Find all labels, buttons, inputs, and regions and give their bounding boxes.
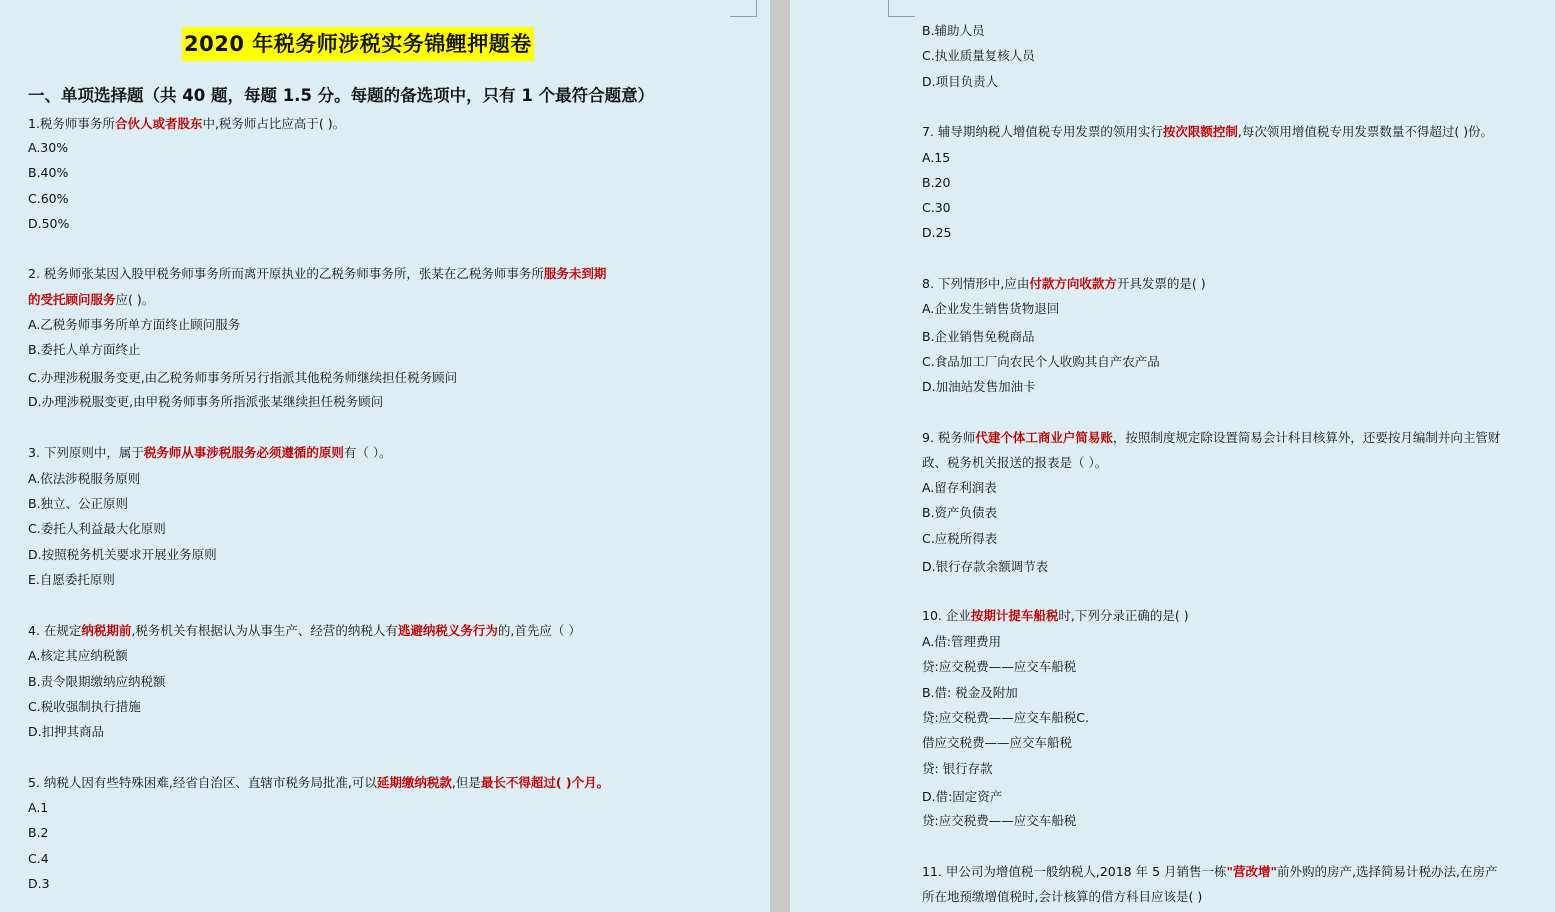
option: D.扣押其商品 — [28, 724, 105, 739]
question-8: 8. 下列情形中,应由付款方向收款方开具发票的是( ) — [922, 276, 1206, 291]
option: A.30% — [28, 140, 69, 155]
question-5: 5. 纳税人因有些特殊困难,经省自治区、直辖市税务局批准,可以延期缴纳税款,但是最长不得超过( )个月。 — [28, 775, 610, 790]
option: C.执业质量复核人员 — [922, 48, 1035, 63]
option: 贷:应交税费——应交车船税 — [922, 659, 1077, 674]
question-4: 4. 在规定纳税期前,税务机关有根据认为从事生产、经营的纳税人有逃避纳税义务行为的,首先应（ ） — [28, 623, 581, 638]
document-page-right — [790, 0, 1555, 912]
option: D.借:固定资产 — [922, 789, 1003, 804]
question-7: 7. 辅导期纳税人增值税专用发票的领用实行按次限额控制,每次领用增值税专用发票数量不得超过( )份。 — [922, 124, 1494, 139]
option: 贷:应交税费——应交车船税C. — [922, 710, 1089, 725]
option: B.40% — [28, 165, 69, 180]
option: C.60% — [28, 191, 69, 206]
option: A.借:管理费用 — [922, 634, 1002, 649]
option: D.3 — [28, 876, 50, 891]
option: A.乙税务师事务所单方面终止顾问服务 — [28, 317, 241, 332]
option: C.应税所得表 — [922, 531, 998, 546]
option: A.留存利润表 — [922, 480, 997, 495]
question-9: 9. 税务师代建个体工商业户简易账，按照制度规定除设置简易会计科目核算外，还要按月编制并向主管财 — [922, 430, 1501, 445]
section-heading: 一、单项选择题（共 40 题，每题 1.5 分。每题的备选项中，只有 1 个最符合题意） — [28, 86, 655, 105]
page-gutter — [770, 0, 790, 912]
option: B.委托人单方面终止 — [28, 342, 141, 357]
question-3: 3. 下列原则中，属于税务师从事涉税服务必须遵循的原则有（ ）。 — [28, 445, 392, 460]
option: C.办理涉税服务变更,由乙税务师事务所另行指派其他税务师继续担任税务顾问 — [28, 370, 458, 385]
option: A.依法涉税服务原则 — [28, 471, 141, 486]
option: B.独立、公正原则 — [28, 496, 129, 511]
question-11: 11. 甲公司为增值税一般纳税人,2018 年 5 月销售一栋"营改增"前外购的房产,选择简易计税办法,在房产 — [922, 864, 1498, 879]
option: D.25 — [922, 225, 952, 240]
option: A.1 — [28, 800, 49, 815]
option: B.企业销售免税商品 — [922, 329, 1035, 344]
option: D.按照税务机关要求开展业务原则 — [28, 547, 217, 562]
option: A.15 — [922, 150, 951, 165]
question-9-cont: 政、税务机关报送的报表是（ ）。 — [922, 455, 1108, 470]
option: 借应交税费——应交车船税 — [922, 735, 1073, 750]
option: C.委托人利益最大化原则 — [28, 521, 166, 536]
option: C.4 — [28, 851, 49, 866]
option: B.借: 税金及附加 — [922, 685, 1018, 700]
page-corner-mark — [888, 0, 915, 17]
option: D.办理涉税服变更,由甲税务师事务所指派张某继续担任税务顾问 — [28, 394, 384, 409]
option: B.责令限期缴纳应纳税额 — [28, 674, 166, 689]
question-11-cont: 所在地预缴增值税时,会计核算的借方科目应该是( ) — [922, 889, 1203, 904]
option: 贷:应交税费——应交车船税 — [922, 813, 1077, 828]
option: C.食品加工厂向农民个人收购其自产农产品 — [922, 354, 1160, 369]
option: B.辅助人员 — [922, 23, 985, 38]
option: A.企业发生销售货物退回 — [922, 301, 1060, 316]
option: D.50% — [28, 216, 70, 231]
document-page-left — [0, 0, 770, 912]
question-2-cont: 的受托顾问服务应( )。 — [28, 292, 155, 307]
option: C.税收强制执行措施 — [28, 699, 141, 714]
question-2: 2. 税务师张某因入股甲税务师事务所而离开原执业的乙税务师事务所，张某在乙税务师事务所服务未到期 — [28, 266, 607, 281]
option: A.核定其应纳税额 — [28, 648, 128, 663]
page-corner-mark — [730, 0, 757, 17]
option: B.2 — [28, 825, 49, 840]
question-1: 1.税务师事务所合伙人或者股东中,税务师占比应高于( )。 — [28, 116, 346, 131]
option: D.项目负责人 — [922, 74, 999, 89]
option: B.资产负债表 — [922, 505, 998, 520]
question-10: 10. 企业按期计提车船税时,下列分录正确的是( ) — [922, 608, 1189, 623]
option: D.加油站发售加油卡 — [922, 379, 1036, 394]
option: E.自愿委托原则 — [28, 572, 115, 587]
option: D.银行存款余额调节表 — [922, 559, 1049, 574]
option: C.30 — [922, 200, 951, 215]
option: B.20 — [922, 175, 951, 190]
option: 贷: 银行存款 — [922, 761, 993, 776]
document-title: 2020 年税务师涉税实务锦鲤押题卷 — [182, 27, 534, 61]
